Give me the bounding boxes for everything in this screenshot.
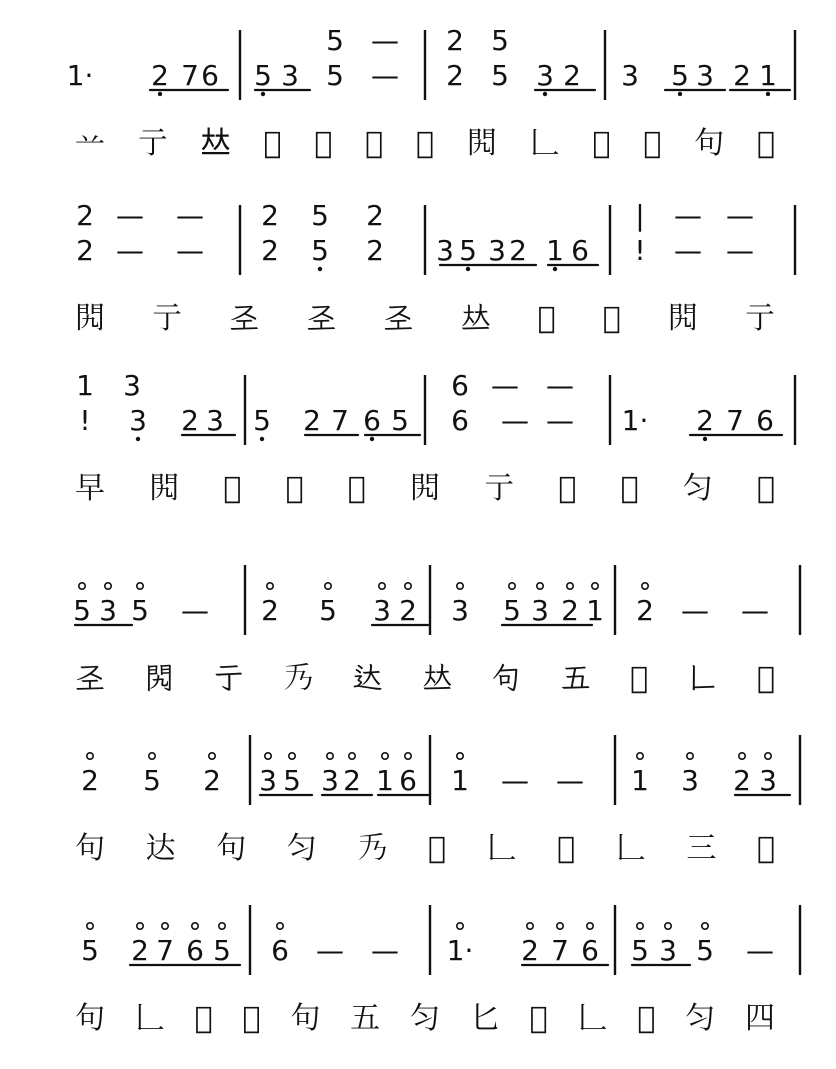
note-upper: 3 xyxy=(123,369,141,402)
note: 3 xyxy=(759,764,777,797)
note: 2 xyxy=(399,594,417,627)
note: 6 xyxy=(451,404,469,437)
note-upper: 5 xyxy=(326,24,344,57)
note: — xyxy=(726,234,754,267)
low-dot xyxy=(543,92,547,96)
note: 1 xyxy=(546,234,564,267)
note: 5 xyxy=(459,234,477,267)
low-dot xyxy=(260,437,264,441)
jianzi-tablature: 早 𨳊 𫝀 𠀤 𢀖 𨳊 亍 𠂍 𫝁 匀 𠀁 xyxy=(75,471,775,506)
note: 5 xyxy=(326,59,344,92)
octave-dot xyxy=(665,923,671,929)
note: 1· xyxy=(446,934,474,967)
note-upper: 2 xyxy=(76,199,94,232)
octave-dot xyxy=(405,753,411,759)
octave-dot xyxy=(87,923,93,929)
octave-dot xyxy=(457,753,463,759)
note: 2 xyxy=(261,234,279,267)
octave-dot xyxy=(765,753,771,759)
octave-dot xyxy=(79,583,85,589)
note: 6 xyxy=(363,404,381,437)
note: — xyxy=(371,59,399,92)
octave-dot xyxy=(537,583,543,589)
note: 7 xyxy=(181,59,199,92)
note: 2 xyxy=(563,59,581,92)
note: 5 xyxy=(391,404,409,437)
note: 2 xyxy=(366,234,384,267)
octave-dot xyxy=(192,923,198,929)
note: — xyxy=(116,234,144,267)
note: — xyxy=(746,934,774,967)
note: 1 xyxy=(586,594,604,627)
note: 2 xyxy=(696,404,714,437)
note: 3 xyxy=(129,404,147,437)
note: 6 xyxy=(581,934,599,967)
note: 3 xyxy=(531,594,549,627)
octave-dot xyxy=(687,753,693,759)
octave-dot xyxy=(325,583,331,589)
note: — xyxy=(556,764,584,797)
note: 2 xyxy=(81,764,99,797)
note: — xyxy=(674,234,702,267)
note: 6 xyxy=(201,59,219,92)
note: 2 xyxy=(561,594,579,627)
note: 3 xyxy=(659,934,677,967)
note: ! xyxy=(79,404,91,437)
note-upper: — xyxy=(116,199,144,232)
note: 5 xyxy=(696,934,714,967)
octave-dot xyxy=(527,923,533,929)
note: 1 xyxy=(451,764,469,797)
note: 5 xyxy=(491,59,509,92)
note: 5 xyxy=(311,234,329,267)
octave-dot xyxy=(349,753,355,759)
note: 3 xyxy=(373,594,391,627)
low-dot xyxy=(136,437,140,441)
octave-dot xyxy=(137,583,143,589)
note: 2 xyxy=(521,934,539,967)
octave-dot xyxy=(702,923,708,929)
low-dot xyxy=(158,92,162,96)
octave-dot xyxy=(162,923,168,929)
note: 5 xyxy=(253,404,271,437)
note: 6 xyxy=(186,934,204,967)
octave-dot xyxy=(265,753,271,759)
note: 2 xyxy=(733,764,751,797)
jianzi-tablature: 䒑 亍 𠀤 𫝀 𫝁 𠂍 𢀖 𨳊 𠃊 𡆢 𢀖 句 𠀁 xyxy=(75,126,775,161)
octave-dot xyxy=(277,923,283,929)
note: 5 xyxy=(671,59,689,92)
system-2 xyxy=(75,199,795,336)
note: 5 xyxy=(81,934,99,967)
octave-dot xyxy=(289,753,295,759)
octave-dot xyxy=(509,583,515,589)
note: 7 xyxy=(551,934,569,967)
note: 3 xyxy=(488,234,506,267)
score-root xyxy=(67,24,800,1036)
octave-dot xyxy=(637,923,643,929)
note-upper: 5 xyxy=(311,199,329,232)
note: 3 xyxy=(451,594,469,627)
jianzi-tablature: 𨳊 亍 𢀖 𢀖 𢀖 𠀤 𫝀 𠂍 𨳊 亍 xyxy=(75,301,776,336)
octave-dot xyxy=(327,753,333,759)
note: 1 xyxy=(376,764,394,797)
note: 5 xyxy=(283,764,301,797)
note: 3 xyxy=(621,59,639,92)
note: 3 xyxy=(681,764,699,797)
note: ! xyxy=(634,234,646,267)
note-upper: — xyxy=(491,369,519,402)
octave-dot xyxy=(105,583,111,589)
note: 3 xyxy=(259,764,277,797)
note: — xyxy=(316,934,344,967)
note: 3 xyxy=(696,59,714,92)
octave-dot xyxy=(739,753,745,759)
octave-dot xyxy=(149,753,155,759)
note-upper: — xyxy=(674,199,702,232)
note: 3 xyxy=(281,59,299,92)
note-upper: — xyxy=(546,369,574,402)
note: 7 xyxy=(156,934,174,967)
note: 2 xyxy=(636,594,654,627)
note: — xyxy=(741,594,769,627)
system-4 xyxy=(73,565,800,696)
note: 3 xyxy=(99,594,117,627)
note-upper: 1 xyxy=(76,369,94,402)
note: 7 xyxy=(331,404,349,437)
note-upper: — xyxy=(176,199,204,232)
note: — xyxy=(371,934,399,967)
note: — xyxy=(176,234,204,267)
octave-dot xyxy=(382,753,388,759)
note-upper: — xyxy=(371,24,399,57)
octave-dot xyxy=(567,583,573,589)
octave-dot xyxy=(637,753,643,759)
octave-dot xyxy=(557,923,563,929)
octave-dot xyxy=(405,583,411,589)
note: 3 xyxy=(436,234,454,267)
note: — xyxy=(681,594,709,627)
octave-dot xyxy=(379,583,385,589)
note: 2 xyxy=(203,764,221,797)
note: 1 xyxy=(759,59,777,92)
note-upper: | xyxy=(635,199,645,232)
note: 2 xyxy=(733,59,751,92)
note-upper: 5 xyxy=(491,24,509,57)
note: 5 xyxy=(131,594,149,627)
jianzi-tablature: 句 𠃊 𡆢 𠀤 句 五 匀 匕 𡆢 𠃊 𢀖 匀 四 xyxy=(75,1001,775,1036)
system-5 xyxy=(75,735,800,866)
note: 5 xyxy=(631,934,649,967)
note: 1· xyxy=(621,404,649,437)
low-dot xyxy=(261,92,265,96)
octave-dot xyxy=(457,923,463,929)
note-upper: 2 xyxy=(446,24,464,57)
jianzi-tablature: 𢀖 𨳊 亍 𠂍 达 𠀤 句 五 𡆢 𠃊 𫝁 xyxy=(75,661,775,696)
note: 3 xyxy=(321,764,339,797)
octave-dot xyxy=(219,923,225,929)
note: 1· xyxy=(66,59,94,92)
note: 6 xyxy=(271,934,289,967)
note: 2 xyxy=(509,234,527,267)
note: — xyxy=(546,404,574,437)
system-6 xyxy=(75,905,800,1036)
note: 7 xyxy=(726,404,744,437)
note: 3 xyxy=(206,404,224,437)
octave-dot xyxy=(587,923,593,929)
note: 5 xyxy=(503,594,521,627)
note: 2 xyxy=(303,404,321,437)
note-upper: 2 xyxy=(261,199,279,232)
low-dot xyxy=(370,437,374,441)
octave-dot xyxy=(592,583,598,589)
note: 5 xyxy=(143,764,161,797)
note: 5 xyxy=(319,594,337,627)
octave-dot xyxy=(457,583,463,589)
note: 2 xyxy=(76,234,94,267)
note: 1 xyxy=(631,764,649,797)
octave-dot xyxy=(267,583,273,589)
jianzi-tablature: 句 达 句 匀 𠂍 𡆢 𠃊 𫝁 𠃊 三 𡆢 xyxy=(75,831,775,866)
low-dot xyxy=(318,267,322,271)
low-dot xyxy=(678,92,682,96)
note-upper: — xyxy=(726,199,754,232)
note: 2 xyxy=(446,59,464,92)
note: 2 xyxy=(151,59,169,92)
low-dot xyxy=(766,92,770,96)
note: 5 xyxy=(213,934,231,967)
note: 2 xyxy=(131,934,149,967)
low-dot xyxy=(466,267,470,271)
note: 2 xyxy=(261,594,279,627)
octave-dot xyxy=(642,583,648,589)
note: 6 xyxy=(399,764,417,797)
octave-dot xyxy=(137,923,143,929)
note: — xyxy=(501,404,529,437)
octave-dot xyxy=(209,753,215,759)
low-dot xyxy=(553,267,557,271)
note: 2 xyxy=(343,764,361,797)
note: — xyxy=(501,764,529,797)
system-3 xyxy=(75,369,795,506)
note: 5 xyxy=(254,59,272,92)
note: 3 xyxy=(536,59,554,92)
system-1 xyxy=(67,24,795,161)
octave-dot xyxy=(87,753,93,759)
note-upper: 6 xyxy=(451,369,469,402)
note: 5 xyxy=(73,594,91,627)
low-dot xyxy=(703,437,707,441)
note: 6 xyxy=(756,404,774,437)
note-upper: 2 xyxy=(366,199,384,232)
note: 6 xyxy=(571,234,589,267)
note: 2 xyxy=(181,404,199,437)
note: — xyxy=(181,594,209,627)
